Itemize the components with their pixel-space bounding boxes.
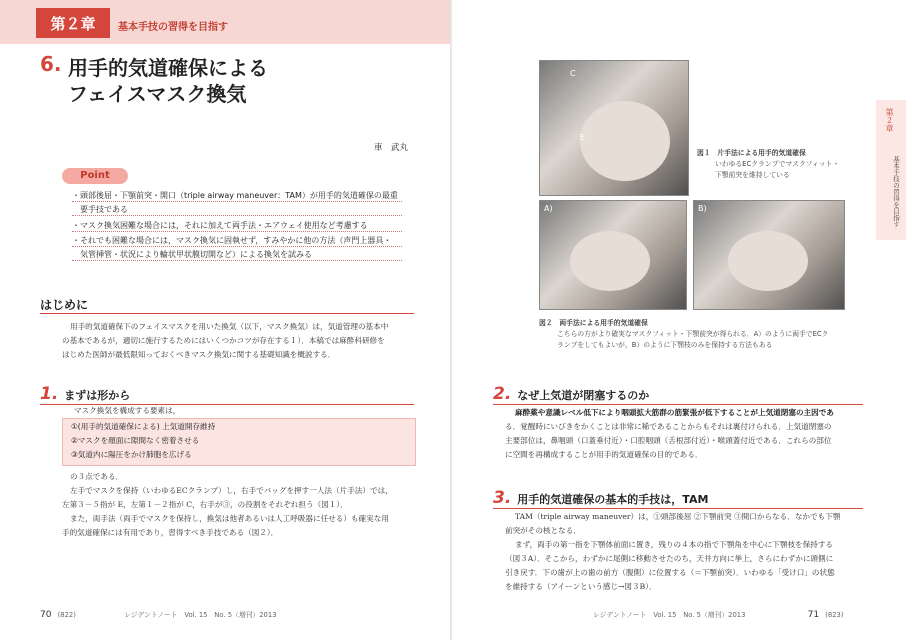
author: 車 武丸 xyxy=(374,143,409,153)
face-illustration xyxy=(728,231,808,291)
intro-line: はじめた医師が最低限知っておくべきマスク換気に関する基礎知識を概説する． xyxy=(62,350,336,359)
footer-left xyxy=(40,609,277,620)
title-line-2: フェイスマスク換気 xyxy=(68,82,247,106)
footer-right xyxy=(593,609,844,620)
section-3-number: 3. xyxy=(493,488,512,508)
figure-2-desc: こちらの方がより確実なマスクフィット・下顎前突が得られる．A）のように両手でECク xyxy=(557,330,829,338)
journal-info: レジデントノート Vol. 15 No. 5（増刊）2013 xyxy=(124,611,277,619)
body-line: 前突がその核となる． xyxy=(505,526,581,535)
page-number: 70 xyxy=(40,610,52,620)
section-2-title: なぜ上気道が閉塞するのか xyxy=(517,389,650,402)
body-line: 手的気道確保には有用であり，習得すべき手技である（図２）． xyxy=(62,528,279,537)
point-item: ・それでも困難な場合には，マスク換気に固執せず，すみやかに他の方法（声門上器具・ xyxy=(72,235,402,247)
point-item: 気管挿管・状況により輪状甲状膜切開など）による換気を試みる xyxy=(72,249,402,261)
title-number: 6. xyxy=(40,52,62,76)
face-illustration xyxy=(570,231,650,291)
face-illustration xyxy=(580,101,670,181)
divider xyxy=(40,313,414,314)
section-1-number: 1. xyxy=(40,384,59,404)
page-sub: (823) xyxy=(825,611,844,619)
chapter-side-tab xyxy=(876,100,906,240)
body-line: 主要部位は，鼻咽頭（口蓋垂付近）・口腔咽頭（舌根部付近）・喉頭蓋付近である．これらの部位 xyxy=(505,436,832,445)
title-line-1: 用手的気道確保による xyxy=(68,56,268,80)
elements-box xyxy=(62,418,416,466)
body-line: また，両手法（両手でマスクを保持し，換気は他者あるいは人工呼吸器に任せる）も確実な用 xyxy=(70,514,389,523)
figure-1-photo xyxy=(539,60,689,196)
body-line: に空間を再構成することが用手的気道確保の目的である． xyxy=(505,450,703,459)
divider xyxy=(493,404,863,405)
body-line: の３点である． xyxy=(70,472,124,481)
section-1-lead: マスク換気を構成する要素は， xyxy=(74,406,181,415)
section-1-heading xyxy=(40,384,130,404)
figure-2a-label: A) xyxy=(544,204,553,213)
intro-heading: はじめに xyxy=(40,298,89,312)
section-2-number: 2. xyxy=(493,384,512,404)
point-item: 要手技である xyxy=(72,204,402,216)
figure-2-desc: ランプをしてもよいが，B）のように下顎枝のみを保持する方法もある xyxy=(557,341,773,349)
body-line: 引き戻す．下の歯が上の歯の前方（腹側）に位置する（＝下顎前突）．いわゆる「受け口」の状態 xyxy=(505,568,835,577)
intro-paragraph xyxy=(62,320,422,362)
section-3-heading xyxy=(493,488,708,508)
section-3-body xyxy=(505,510,875,594)
label-e: E xyxy=(580,133,586,142)
chapter-subtitle: 基本手技の習得を目指す xyxy=(118,22,228,33)
section-3-title: 用手的気道確保の基本的手技は，TAM xyxy=(517,493,709,506)
point-badge: Point xyxy=(62,168,128,184)
intro-line: 用手的気道確保下のフェイスマスクを用いた換気（以下，マスク換気）は，気道管理の基本中 xyxy=(70,322,389,331)
body-line: TAM（triple airway maneuver）は，①頭部後屈 ②下顎前突 ③開口からなる．なかでも下顎 xyxy=(515,512,841,521)
point-item: ・マスク換気困難な場合には，それに加えて両手法・エアウェイ使用など考慮する xyxy=(72,220,402,232)
intro-line: の基本であるが，適切に施行するためにはいくつかコツが存在する１）．本稿では麻酔科研修を xyxy=(62,336,385,345)
body-line: る．覚醒時にいびきをかくことは非常に稀であることからもそれは裏付けられる．上気道閉塞の xyxy=(505,422,832,431)
chapter-label: 第２章 xyxy=(36,8,110,38)
figure-2a-photo xyxy=(539,200,687,310)
section-2-body xyxy=(505,406,875,462)
side-tab-subtitle: 基本手技の習得を目指す xyxy=(892,156,900,228)
body-line: （図３A）．そこから，わずかに尾側に移動させたのち，天井方向に挙上，さらにわずかに頭側に xyxy=(505,554,834,563)
figure-1-label: 図１ 片手法による用手的気道確保 xyxy=(697,149,806,157)
body-line: 左第３－５指が E，左第１－２指が C，右手が③，の役割をそれぞれ担う（図１）． xyxy=(62,500,348,509)
journal-info: レジデントノート Vol. 15 No. 5（増刊）2013 xyxy=(593,611,746,619)
page-sub: (822) xyxy=(57,611,76,619)
label-c: C xyxy=(570,69,576,78)
body-line: 左手でマスクを保持（いわゆるECクランプ）し，右手でバッグを押す一人法（片手法）では， xyxy=(70,486,393,495)
figure-1-caption xyxy=(697,148,839,181)
chapter-header-band xyxy=(0,0,453,44)
figure-2b-photo xyxy=(693,200,845,310)
body-line: 麻酔薬や意識レベル低下により咽頭拡大筋群の筋緊張が低下することが上気道閉塞の主因であ xyxy=(515,408,834,417)
element-item: ②マスクを顔面に隙間なく密着させる xyxy=(71,436,200,445)
element-item: ①(用手的気道確保による) 上気道開存維持 xyxy=(71,422,216,431)
right-page xyxy=(453,0,906,640)
divider xyxy=(493,508,863,509)
section-1-body xyxy=(62,470,422,540)
figure-2-label: 図２ 両手法による用手的気道確保 xyxy=(539,319,648,327)
section-1-title: まずは形から xyxy=(64,389,131,402)
figure-1-desc: いわゆるECクランプでマスクフィット・ xyxy=(715,160,840,168)
side-tab-chapter: 第２章 xyxy=(885,108,894,132)
figure-1-desc: 下顎前突を維持している xyxy=(715,171,790,179)
page-number: 71 xyxy=(807,610,820,620)
section-2-heading xyxy=(493,384,649,404)
point-item: ・頭部後屈・下顎前突・開口（triple airway maneuver：TAM）が用手的気道確保の最重 xyxy=(72,190,402,202)
figure-2b-label: B) xyxy=(698,204,707,213)
body-line: を維持する（アイーンという感じ→図３B）． xyxy=(505,582,657,591)
figure-2-caption xyxy=(539,318,828,351)
element-item: ③気道内に陽圧をかけ肺胞を広げる xyxy=(71,450,192,459)
body-line: まず，両手の第一指を下顎体前面に置き，残りの４本の指で下顎角を中心に下顎枝を保持する xyxy=(515,540,834,549)
